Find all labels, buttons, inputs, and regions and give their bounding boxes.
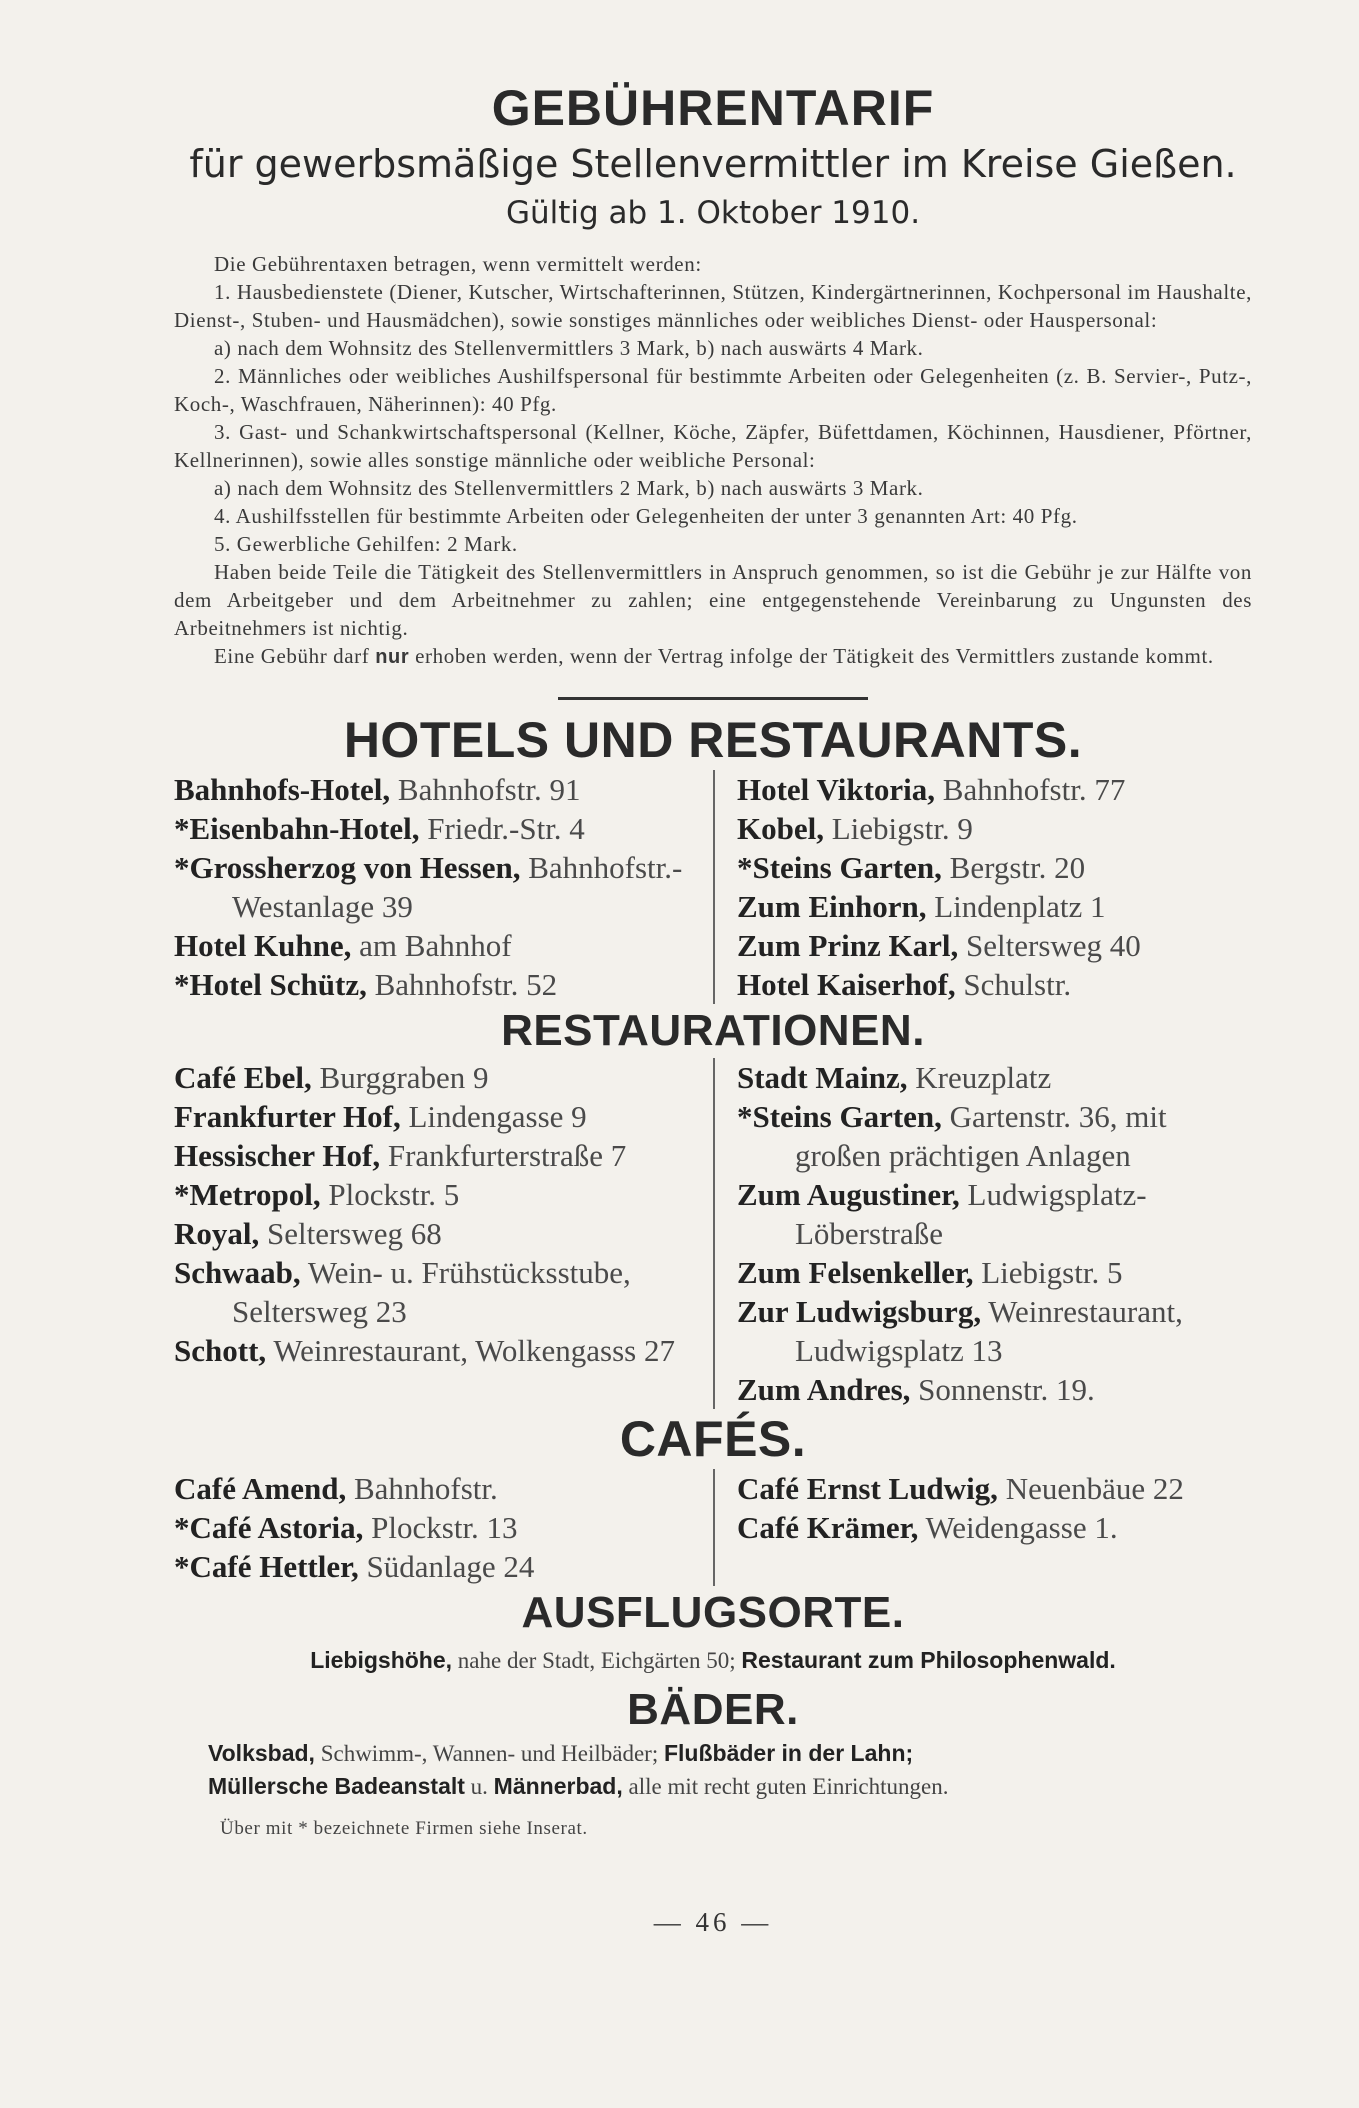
baeder-section [174, 1737, 1252, 1803]
entry-name: Hotel Kuhne, [174, 928, 352, 963]
baeder-text-3: alle mit recht guten Einrichtungen. [622, 1774, 949, 1799]
ausflug-place-2: Restaurant zum Philosophenwald. [741, 1647, 1116, 1673]
entry-address: Frankfurterstraße 7 [380, 1138, 627, 1173]
entry-name: Bahnhofs-Hotel, [174, 772, 391, 807]
tariff-item-2: 2. Männliches oder weibliches Aushilfspersonal für bestimmte Arbeiten oder Gelegenheiten (z. B. Servier-, Putz-, Koch-, Waschfrauen, Näherinnen): 40 Pfg. [174, 364, 1252, 416]
entry-name: Café Ernst Ludwig, [736, 1471, 998, 1506]
document-title: GEBÜHRENTARIF [491, 80, 935, 136]
entry-address: Bahnhofstr. [346, 1471, 498, 1506]
restaurants-columns [174, 1058, 1252, 1409]
entry-address: Burggraben 9 [311, 1060, 489, 1095]
ausflug-line [174, 1644, 1252, 1677]
directory-entry [737, 887, 1252, 926]
validity-date: Gültig ab 1. Oktober 1910. [505, 195, 921, 231]
entry-name: Hessischer Hof, [174, 1138, 381, 1173]
entry-address: Weidengasse 1. [918, 1510, 1118, 1545]
entry-address: Liebigstr. 9 [823, 811, 973, 846]
directory-entry [174, 1097, 705, 1136]
tariff-section [174, 250, 1252, 671]
tariff-item-3: 3. Gast- und Schankwirtschaftspersonal (Kellner, Köche, Zäpfer, Büfettdamen, Köchinnen, Hausdiener, Pförtner, Kellnerinnen), sowie alles sonstige männliche oder weibliche Personal: [174, 420, 1252, 472]
cafes-right-column [713, 1469, 1252, 1586]
entry-name: *Steins Garten, [736, 1099, 942, 1134]
directory-entry [174, 1253, 705, 1331]
fee-condition-text-end: erhoben werden, wenn der Vertrag infolge der Tätigkeit des Vermittlers zustande kommt. [409, 644, 1214, 668]
entry-address: Seltersweg 68 [259, 1216, 442, 1251]
directory-entry [737, 848, 1252, 887]
tariff-item-4: 4. Aushilfsstellen für bestimmte Arbeiten oder Gelegenheiten der unter 3 genannten Art: 40 Pfg. [214, 504, 1078, 528]
ausflug-heading: AUSFLUGSORTE. [521, 1588, 905, 1637]
tariff-item-1-rates: a) nach dem Wohnsitz des Stellenvermittlers 3 Mark, b) nach auswärts 4 Mark. [214, 336, 924, 360]
entry-name: Hotel Kaiserhof, [736, 967, 956, 1002]
entry-address: Südanlage 24 [358, 1549, 535, 1584]
entry-name: Zum Felsenkeller, [736, 1255, 974, 1290]
entry-address: Schulstr. [955, 967, 1072, 1002]
entry-name: Zum Prinz Karl, [736, 928, 959, 963]
entry-address: Wein- u. Frühstücksstube, Seltersweg 23 [232, 1255, 631, 1329]
entry-address: Bahnhofstr. 91 [390, 772, 581, 807]
entry-name: Stadt Mainz, [736, 1060, 908, 1095]
baeder-name-2: Flußbäder in der Lahn; [663, 1740, 914, 1766]
baeder-name-3: Müllersche Badeanstalt [208, 1773, 465, 1799]
hotels-columns [174, 770, 1252, 1004]
entry-address: Weinrestaurant, Ludwigsplatz 13 [794, 1294, 1183, 1368]
directory-entry [174, 926, 705, 965]
entry-address: Sonnenstr. 19. [910, 1372, 1095, 1407]
entry-address: Plockstr. 5 [320, 1177, 460, 1212]
hotels-left-column [174, 770, 713, 1004]
baeder-line-2 [208, 1770, 1252, 1803]
cafes-columns [174, 1469, 1252, 1586]
entry-name: Zum Augustiner, [736, 1177, 960, 1212]
directory-entry [737, 926, 1252, 965]
cafes-heading: CAFÉS. [619, 1411, 807, 1467]
tariff-paragraph-fee-condition [174, 642, 1252, 671]
fee-condition-text-start: Eine Gebühr darf [214, 644, 376, 668]
entry-address: Lindenplatz 1 [926, 889, 1106, 924]
page-number: — 46 — [653, 1907, 773, 1937]
tariff-intro: Die Gebührentaxen betragen, wenn vermittelt werden: [214, 252, 702, 276]
baeder-heading: BÄDER. [627, 1685, 799, 1734]
baeder-name-4: Männerbad, [493, 1773, 623, 1799]
ausflug-place-1: Liebigshöhe, [310, 1647, 453, 1673]
entry-name: *Hotel Schütz, [174, 967, 367, 1002]
entry-address: Lindengasse 9 [400, 1099, 587, 1134]
directory-entry [174, 1331, 705, 1370]
directory-entry [174, 1547, 705, 1586]
entry-address: Gartenstr. 36, mit großen prächtigen Anlagen [794, 1099, 1167, 1173]
document-subtitle: für gewerbsmäßige Stellenvermittler im Kreise Gießen. [189, 142, 1237, 186]
fee-condition-emphasis: nur [375, 646, 410, 668]
entry-name: *Grossherzog von Hessen, [174, 850, 521, 885]
section-divider [558, 697, 868, 700]
entry-address: Weinrestaurant, Wolkengasss 27 [266, 1333, 675, 1368]
directory-entry [174, 1175, 705, 1214]
directory-entry [174, 1508, 705, 1547]
entry-address: Ludwigsplatz-Löberstraße [794, 1177, 1147, 1251]
directory-entry [737, 1292, 1252, 1370]
directory-entry [737, 1058, 1252, 1097]
entry-address: Neuenbäue 22 [997, 1471, 1184, 1506]
directory-entry [737, 1175, 1252, 1253]
directory-entry [174, 965, 705, 1004]
baeder-text-1: Schwimm-, Wannen- und Heilbäder; [314, 1741, 664, 1766]
directory-entry [737, 770, 1252, 809]
entry-name: Royal, [174, 1216, 260, 1251]
directory-entry [737, 1253, 1252, 1292]
entry-name: Hotel Viktoria, [736, 772, 936, 807]
tariff-paragraph-split-fee: Haben beide Teile die Tätigkeit des Stellenvermittlers in Anspruch genommen, so ist die Gebühr je zur Hälfte von dem Arbeitgeber und dem Arbeitnehmer zu zahlen; eine entgegenstehende Vereinbarung zu Ungunsten des Arbeitnehmers ist nichtig. [174, 560, 1252, 640]
entry-name: *Café Hettler, [174, 1549, 359, 1584]
entry-name: Zur Ludwigsburg, [736, 1294, 982, 1329]
advert-note: Über mit * bezeichnete Firmen siehe Inserat. [220, 1818, 588, 1839]
entry-name: *Metropol, [174, 1177, 321, 1212]
entry-name: Schwaab, [174, 1255, 301, 1290]
entry-name: Zum Einhorn, [736, 889, 927, 924]
entry-name: Frankfurter Hof, [174, 1099, 401, 1134]
entry-address: Bahnhofstr. 52 [366, 967, 558, 1002]
entry-address: Kreuzplatz [907, 1060, 1052, 1095]
directory-entry [737, 1097, 1252, 1175]
entry-name: Kobel, [736, 811, 824, 846]
directory-entry [174, 1058, 705, 1097]
entry-name: *Café Astoria, [174, 1510, 364, 1545]
directory-entry [737, 1370, 1252, 1409]
directory-entry [174, 1469, 705, 1508]
restaurants-right-column [713, 1058, 1252, 1409]
entry-address: am Bahnhof [351, 928, 512, 963]
entry-address: Plockstr. 13 [363, 1510, 518, 1545]
hotels-heading: HOTELS UND RESTAURANTS. [343, 712, 1083, 768]
entry-address: Bahnhofstr. 77 [935, 772, 1126, 807]
directory-entry [737, 965, 1252, 1004]
cafes-left-column [174, 1469, 713, 1586]
baeder-name-1: Volksbad, [208, 1740, 315, 1766]
entry-name: *Steins Garten, [736, 850, 942, 885]
hotels-right-column [713, 770, 1252, 1004]
baeder-text-2: u. [464, 1774, 494, 1799]
entry-name: Schott, [174, 1333, 267, 1368]
entry-name: *Eisenbahn-Hotel, [174, 811, 420, 846]
restaurants-left-column [174, 1058, 713, 1409]
entry-address: Bergstr. 20 [941, 850, 1086, 885]
entry-name: Café Krämer, [736, 1510, 919, 1545]
directory-entry [174, 770, 705, 809]
ausflug-text-1: nahe der Stadt, Eichgärten 50; [452, 1648, 742, 1673]
entry-name: Zum Andres, [736, 1372, 911, 1407]
tariff-item-5: 5. Gewerbliche Gehilfen: 2 Mark. [214, 532, 518, 556]
directory-entry [174, 1214, 705, 1253]
directory-entry [174, 1136, 705, 1175]
directory-entry [174, 848, 705, 926]
tariff-item-3-rates: a) nach dem Wohnsitz des Stellenvermittlers 2 Mark, b) nach auswärts 3 Mark. [214, 476, 924, 500]
entry-name: Café Amend, [174, 1471, 347, 1506]
restaurants-heading: RESTAURATIONEN. [501, 1006, 925, 1055]
directory-entry [737, 1469, 1252, 1508]
entry-address: Friedr.-Str. 4 [419, 811, 585, 846]
entry-address: Bahnhofstr.-Westanlage 39 [232, 850, 683, 924]
entry-name: Café Ebel, [174, 1060, 312, 1095]
directory-entry [737, 1508, 1252, 1547]
directory-entry [174, 809, 705, 848]
baeder-line-1 [208, 1737, 1252, 1770]
tariff-item-1: 1. Hausbedienstete (Diener, Kutscher, Wirtschafterinnen, Stützen, Kindergärtnerinnen, Kochpersonal im Haushalte, Dienst-, Stuben- und Hausmädchen), sowie sonstiges männliches oder weibliches Dienst- oder Hauspersonal: [174, 280, 1252, 332]
entry-address: Seltersweg 40 [958, 928, 1141, 963]
directory-entry [737, 809, 1252, 848]
entry-address: Liebigstr. 5 [973, 1255, 1123, 1290]
document-content [174, 78, 1252, 1938]
